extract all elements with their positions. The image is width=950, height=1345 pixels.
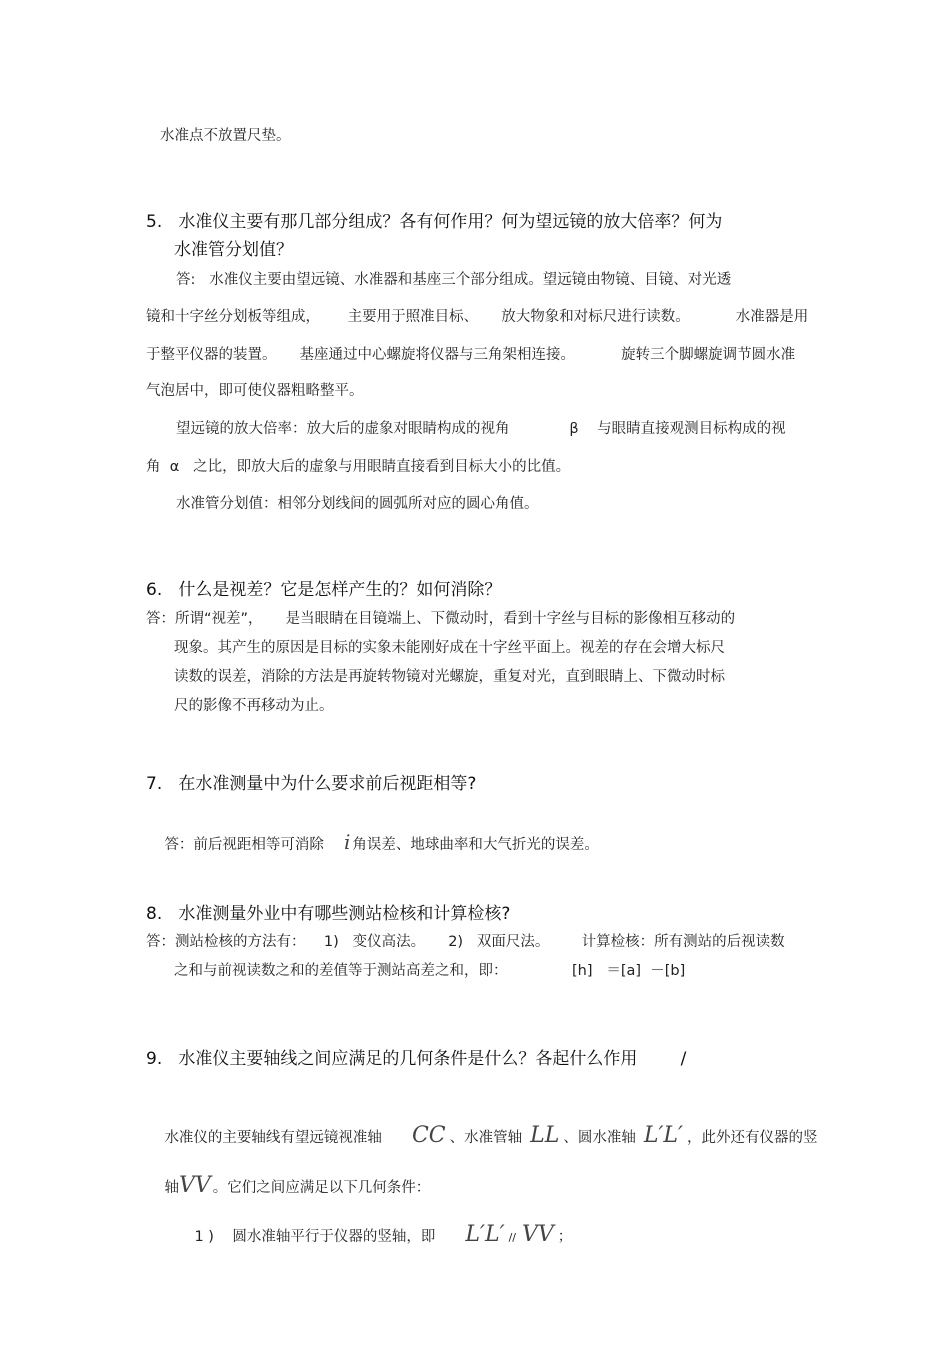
answer-5-line: 于整平仪器的装置。 基座通过中心螺旋将仪器与三角架相连接。 旋转三个脚螺旋调节圆水准 — [146, 347, 796, 363]
answer-5-line: 镜和十字丝分划板等组成， 主要用于照准目标、 放大物象和对标尺进行读数。 水准器是用 — [146, 309, 809, 325]
circular-level-axis-symbol: L′L′ — [465, 1222, 505, 1247]
question-9-heading: 9. 水准仪主要轴线之间应满足的几何条件是什么？各起什么作用 / — [146, 1049, 687, 1069]
answer-9-text: 轴 — [164, 1180, 179, 1196]
question-8-heading: 8. 水准测量外业中有哪些测站检核和计算检核? — [146, 904, 511, 924]
answer-5-line: 水准管分划值：相邻分划线间的圆弧所对应的圆心角值。 — [176, 496, 539, 512]
answer-6-line: 尺的影像不再移动为止。 — [174, 698, 334, 714]
answer-8-line: 之和与前视读数之和的差值等于测站高差之和，即： [h] ＝[a] －[b] — [174, 963, 686, 979]
circular-level-axis-symbol: L′L′ — [643, 1123, 684, 1148]
answer-9-text: 。它们之间应满足以下几何条件： — [212, 1180, 431, 1196]
answer-5-line: 答: 水准仪主要由望远镜、水准器和基座三个部分组成。望远镜由物镜、目镜、对光透 — [176, 272, 732, 288]
vv-axis-symbol: VV — [178, 1173, 211, 1198]
answer-6-line: 答：所谓“视差”， 是当眼睛在目镜端上、下微动时，看到十字丝与目标的影像相互移动的 — [146, 611, 736, 627]
answer-5-line: 气泡居中，即可使仪器粗略整平。 — [146, 383, 364, 399]
question-5-heading-cont: 水准管分划值？ — [174, 240, 293, 260]
ll-axis-symbol: LL — [530, 1123, 560, 1148]
answer-6-line: 读数的误差，消除的方法是再旋转物镜对光螺旋，重复对光，直到眼睛上、下微动时标 — [174, 669, 725, 685]
answer-9-text: 水准仪的主要轴线有望远镜视准轴 — [164, 1130, 382, 1146]
question-5-heading: 5. 水准仪主要有那几部分组成？各有何作用？何为望远镜的放大倍率？何为 — [146, 212, 723, 232]
answer-9-text: 、圆水准轴 — [563, 1130, 636, 1146]
answer-9-text: ，此外还有仪器的竖 — [687, 1130, 818, 1146]
i-angle-symbol: i — [343, 830, 351, 854]
answer-5-line: 角 α 之比，即放大后的虚象与用眼睛直接看到目标大小的比值。 — [146, 459, 571, 475]
cc-axis-symbol: CC — [411, 1123, 446, 1148]
answer-5-line: 望远镜的放大倍率：放大后的虚象对眼睛构成的视角 β 与眼睛直接观测目标构成的视 — [176, 421, 786, 437]
answer-9-text: ； — [557, 1229, 573, 1245]
answer-9-condition-1 — [176, 1196, 572, 1277]
parallel-symbol: // — [508, 1231, 517, 1244]
answer-9-text: 、水准管轴 — [449, 1130, 523, 1146]
vv-axis-symbol: VV — [522, 1222, 554, 1247]
text-line: 水准点不放置尺垫。 — [160, 128, 291, 144]
question-6-heading: 6. 什么是视差？它是怎样产生的？如何消除？ — [146, 580, 502, 600]
answer-6-line: 现象。其产生的原因是目标的实象未能刚好成在十字丝平面上。视差的存在会增大标尺 — [174, 640, 725, 656]
answer-8-line: 答：测站检核的方法有： 1) 变仪高法。 2) 双面尺法。 计算检核：所有测站的后视读数 — [146, 934, 785, 950]
answer-7-line — [146, 812, 599, 875]
question-7-heading: 7. 在水准测量中为什么要求前后视距相等? — [146, 774, 477, 794]
answer-7-text: 角误差、地球曲率和大气折光的误差。 — [352, 837, 599, 853]
answer-9-text: 1 ) 圆水准轴平行于仪器的竖轴，即 — [194, 1229, 436, 1245]
answer-7-text: 答：前后视距相等可消除 — [164, 837, 324, 853]
